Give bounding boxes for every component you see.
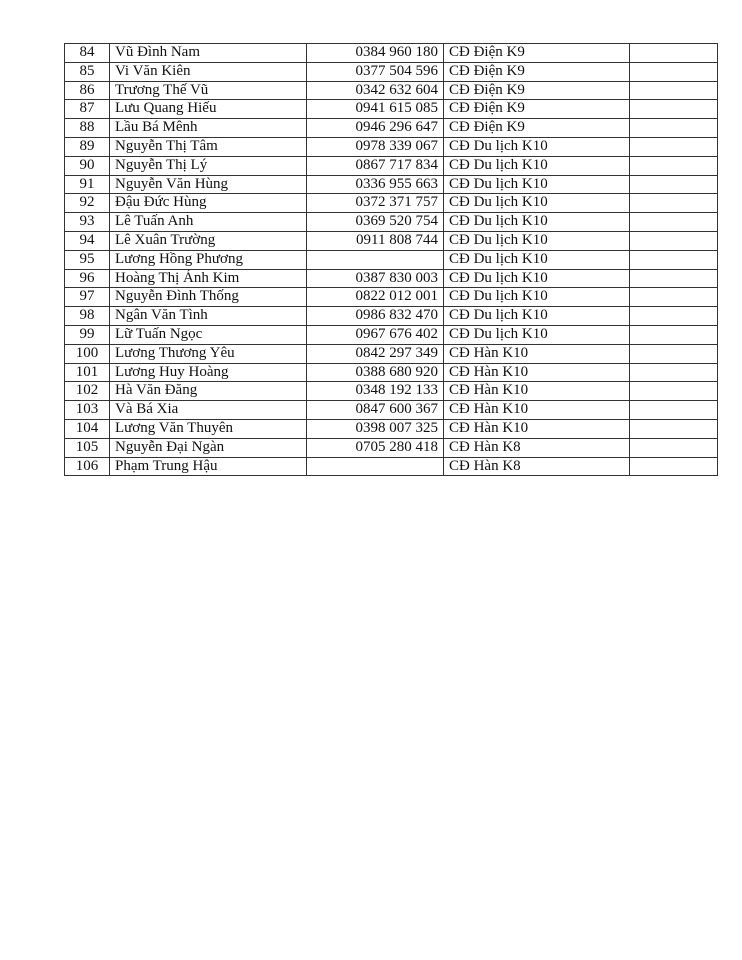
class-name-cell: CĐ Hàn K10 <box>444 382 630 401</box>
phone-number-cell: 0377 504 596 <box>307 62 444 81</box>
note-cell <box>630 194 718 213</box>
class-name-cell: CĐ Du lịch K10 <box>444 137 630 156</box>
phone-number-cell: 0348 192 133 <box>307 382 444 401</box>
table-row <box>65 137 718 156</box>
row-number-cell: 91 <box>65 175 110 194</box>
table-row <box>65 44 718 63</box>
note-cell <box>630 382 718 401</box>
row-number-cell: 106 <box>65 457 110 476</box>
phone-number-cell: 0336 955 663 <box>307 175 444 194</box>
row-number-cell: 93 <box>65 213 110 232</box>
table-row <box>65 325 718 344</box>
table-row <box>65 119 718 138</box>
class-name-cell: CĐ Du lịch K10 <box>444 307 630 326</box>
note-cell <box>630 457 718 476</box>
student-name-cell: Trương Thế Vũ <box>110 81 307 100</box>
student-name-cell: Lê Tuấn Anh <box>110 213 307 232</box>
table-row <box>65 156 718 175</box>
row-number-cell: 94 <box>65 231 110 250</box>
note-cell <box>630 231 718 250</box>
phone-number-cell: 0822 012 001 <box>307 288 444 307</box>
row-number-cell: 90 <box>65 156 110 175</box>
student-name-cell: Lưu Quang Hiếu <box>110 100 307 119</box>
table-row <box>65 419 718 438</box>
row-number-cell: 98 <box>65 307 110 326</box>
row-number-cell: 102 <box>65 382 110 401</box>
table-row <box>65 100 718 119</box>
note-cell <box>630 401 718 420</box>
row-number-cell: 103 <box>65 401 110 420</box>
phone-number-cell: 0369 520 754 <box>307 213 444 232</box>
note-cell <box>630 288 718 307</box>
class-name-cell: CĐ Hàn K10 <box>444 344 630 363</box>
table-row <box>65 175 718 194</box>
row-number-cell: 89 <box>65 137 110 156</box>
class-name-cell: CĐ Du lịch K10 <box>444 269 630 288</box>
note-cell <box>630 137 718 156</box>
table-row <box>65 269 718 288</box>
phone-number-cell: 0867 717 834 <box>307 156 444 175</box>
note-cell <box>630 213 718 232</box>
phone-number-cell: 0342 632 604 <box>307 81 444 100</box>
note-cell <box>630 175 718 194</box>
student-name-cell: Đậu Đức Hùng <box>110 194 307 213</box>
phone-number-cell: 0398 007 325 <box>307 419 444 438</box>
table-row <box>65 307 718 326</box>
note-cell <box>630 44 718 63</box>
phone-number-cell: 0842 297 349 <box>307 344 444 363</box>
note-cell <box>630 81 718 100</box>
note-cell <box>630 269 718 288</box>
table-row <box>65 363 718 382</box>
class-name-cell: CĐ Du lịch K10 <box>444 194 630 213</box>
note-cell <box>630 62 718 81</box>
table-row <box>65 81 718 100</box>
table-row <box>65 62 718 81</box>
student-name-cell: Vi Văn Kiên <box>110 62 307 81</box>
class-name-cell: CĐ Du lịch K10 <box>444 288 630 307</box>
student-name-cell: Lương Huy Hoàng <box>110 363 307 382</box>
student-name-cell: Nguyễn Thị Lý <box>110 156 307 175</box>
table-row <box>65 457 718 476</box>
phone-number-cell: 0847 600 367 <box>307 401 444 420</box>
table-row <box>65 344 718 363</box>
table-row <box>65 288 718 307</box>
row-number-cell: 96 <box>65 269 110 288</box>
student-name-cell: Vũ Đình Nam <box>110 44 307 63</box>
row-number-cell: 87 <box>65 100 110 119</box>
class-name-cell: CĐ Hàn K10 <box>444 363 630 382</box>
student-name-cell: Lương Văn Thuyên <box>110 419 307 438</box>
row-number-cell: 101 <box>65 363 110 382</box>
student-name-cell: Nguyễn Đại Ngàn <box>110 438 307 457</box>
class-name-cell: CĐ Hàn K10 <box>444 419 630 438</box>
student-name-cell: Và Bá Xia <box>110 401 307 420</box>
row-number-cell: 105 <box>65 438 110 457</box>
note-cell <box>630 119 718 138</box>
class-name-cell: CĐ Du lịch K10 <box>444 250 630 269</box>
class-name-cell: CĐ Điện K9 <box>444 119 630 138</box>
note-cell <box>630 100 718 119</box>
phone-number-cell: 0372 371 757 <box>307 194 444 213</box>
row-number-cell: 92 <box>65 194 110 213</box>
table-row <box>65 382 718 401</box>
phone-number-cell: 0986 832 470 <box>307 307 444 326</box>
phone-number-cell: 0946 296 647 <box>307 119 444 138</box>
class-name-cell: CĐ Điện K9 <box>444 44 630 63</box>
row-number-cell: 104 <box>65 419 110 438</box>
class-name-cell: CĐ Du lịch K10 <box>444 175 630 194</box>
student-name-cell: Nguyễn Đình Thống <box>110 288 307 307</box>
note-cell <box>630 307 718 326</box>
table-row <box>65 231 718 250</box>
student-name-cell: Lương Thương Yêu <box>110 344 307 363</box>
student-name-cell: Phạm Trung Hậu <box>110 457 307 476</box>
phone-number-cell: 0967 676 402 <box>307 325 444 344</box>
phone-number-cell: 0384 960 180 <box>307 44 444 63</box>
row-number-cell: 85 <box>65 62 110 81</box>
class-name-cell: CĐ Hàn K8 <box>444 438 630 457</box>
row-number-cell: 88 <box>65 119 110 138</box>
class-name-cell: CĐ Hàn K10 <box>444 401 630 420</box>
table-row <box>65 213 718 232</box>
student-name-cell: Nguyễn Văn Hùng <box>110 175 307 194</box>
phone-number-cell: 0705 280 418 <box>307 438 444 457</box>
phone-number-cell: 0911 808 744 <box>307 231 444 250</box>
student-name-cell: Lầu Bá Mênh <box>110 119 307 138</box>
student-name-cell: Hà Văn Đăng <box>110 382 307 401</box>
note-cell <box>630 344 718 363</box>
student-name-cell: Ngân Văn Tình <box>110 307 307 326</box>
phone-number-cell: 0388 680 920 <box>307 363 444 382</box>
class-name-cell: CĐ Điện K9 <box>444 81 630 100</box>
class-name-cell: CĐ Du lịch K10 <box>444 156 630 175</box>
row-number-cell: 100 <box>65 344 110 363</box>
student-name-cell: Lữ Tuấn Ngọc <box>110 325 307 344</box>
class-name-cell: CĐ Điện K9 <box>444 100 630 119</box>
note-cell <box>630 438 718 457</box>
phone-number-cell <box>307 457 444 476</box>
note-cell <box>630 419 718 438</box>
note-cell <box>630 325 718 344</box>
table-row <box>65 401 718 420</box>
table-row <box>65 194 718 213</box>
note-cell <box>630 363 718 382</box>
student-name-cell: Lương Hồng Phương <box>110 250 307 269</box>
table-row <box>65 438 718 457</box>
phone-number-cell: 0387 830 003 <box>307 269 444 288</box>
phone-number-cell: 0941 615 085 <box>307 100 444 119</box>
row-number-cell: 97 <box>65 288 110 307</box>
row-number-cell: 86 <box>65 81 110 100</box>
roster-table-body <box>65 44 718 476</box>
row-number-cell: 99 <box>65 325 110 344</box>
class-name-cell: CĐ Du lịch K10 <box>444 231 630 250</box>
row-number-cell: 84 <box>65 44 110 63</box>
student-name-cell: Hoàng Thị Ánh Kim <box>110 269 307 288</box>
table-row <box>65 250 718 269</box>
phone-number-cell: 0978 339 067 <box>307 137 444 156</box>
class-name-cell: CĐ Du lịch K10 <box>444 213 630 232</box>
note-cell <box>630 250 718 269</box>
student-name-cell: Lê Xuân Trường <box>110 231 307 250</box>
row-number-cell: 95 <box>65 250 110 269</box>
note-cell <box>630 156 718 175</box>
student-name-cell: Nguyễn Thị Tâm <box>110 137 307 156</box>
class-name-cell: CĐ Du lịch K10 <box>444 325 630 344</box>
student-roster-table <box>64 43 718 476</box>
class-name-cell: CĐ Điện K9 <box>444 62 630 81</box>
phone-number-cell <box>307 250 444 269</box>
class-name-cell: CĐ Hàn K8 <box>444 457 630 476</box>
